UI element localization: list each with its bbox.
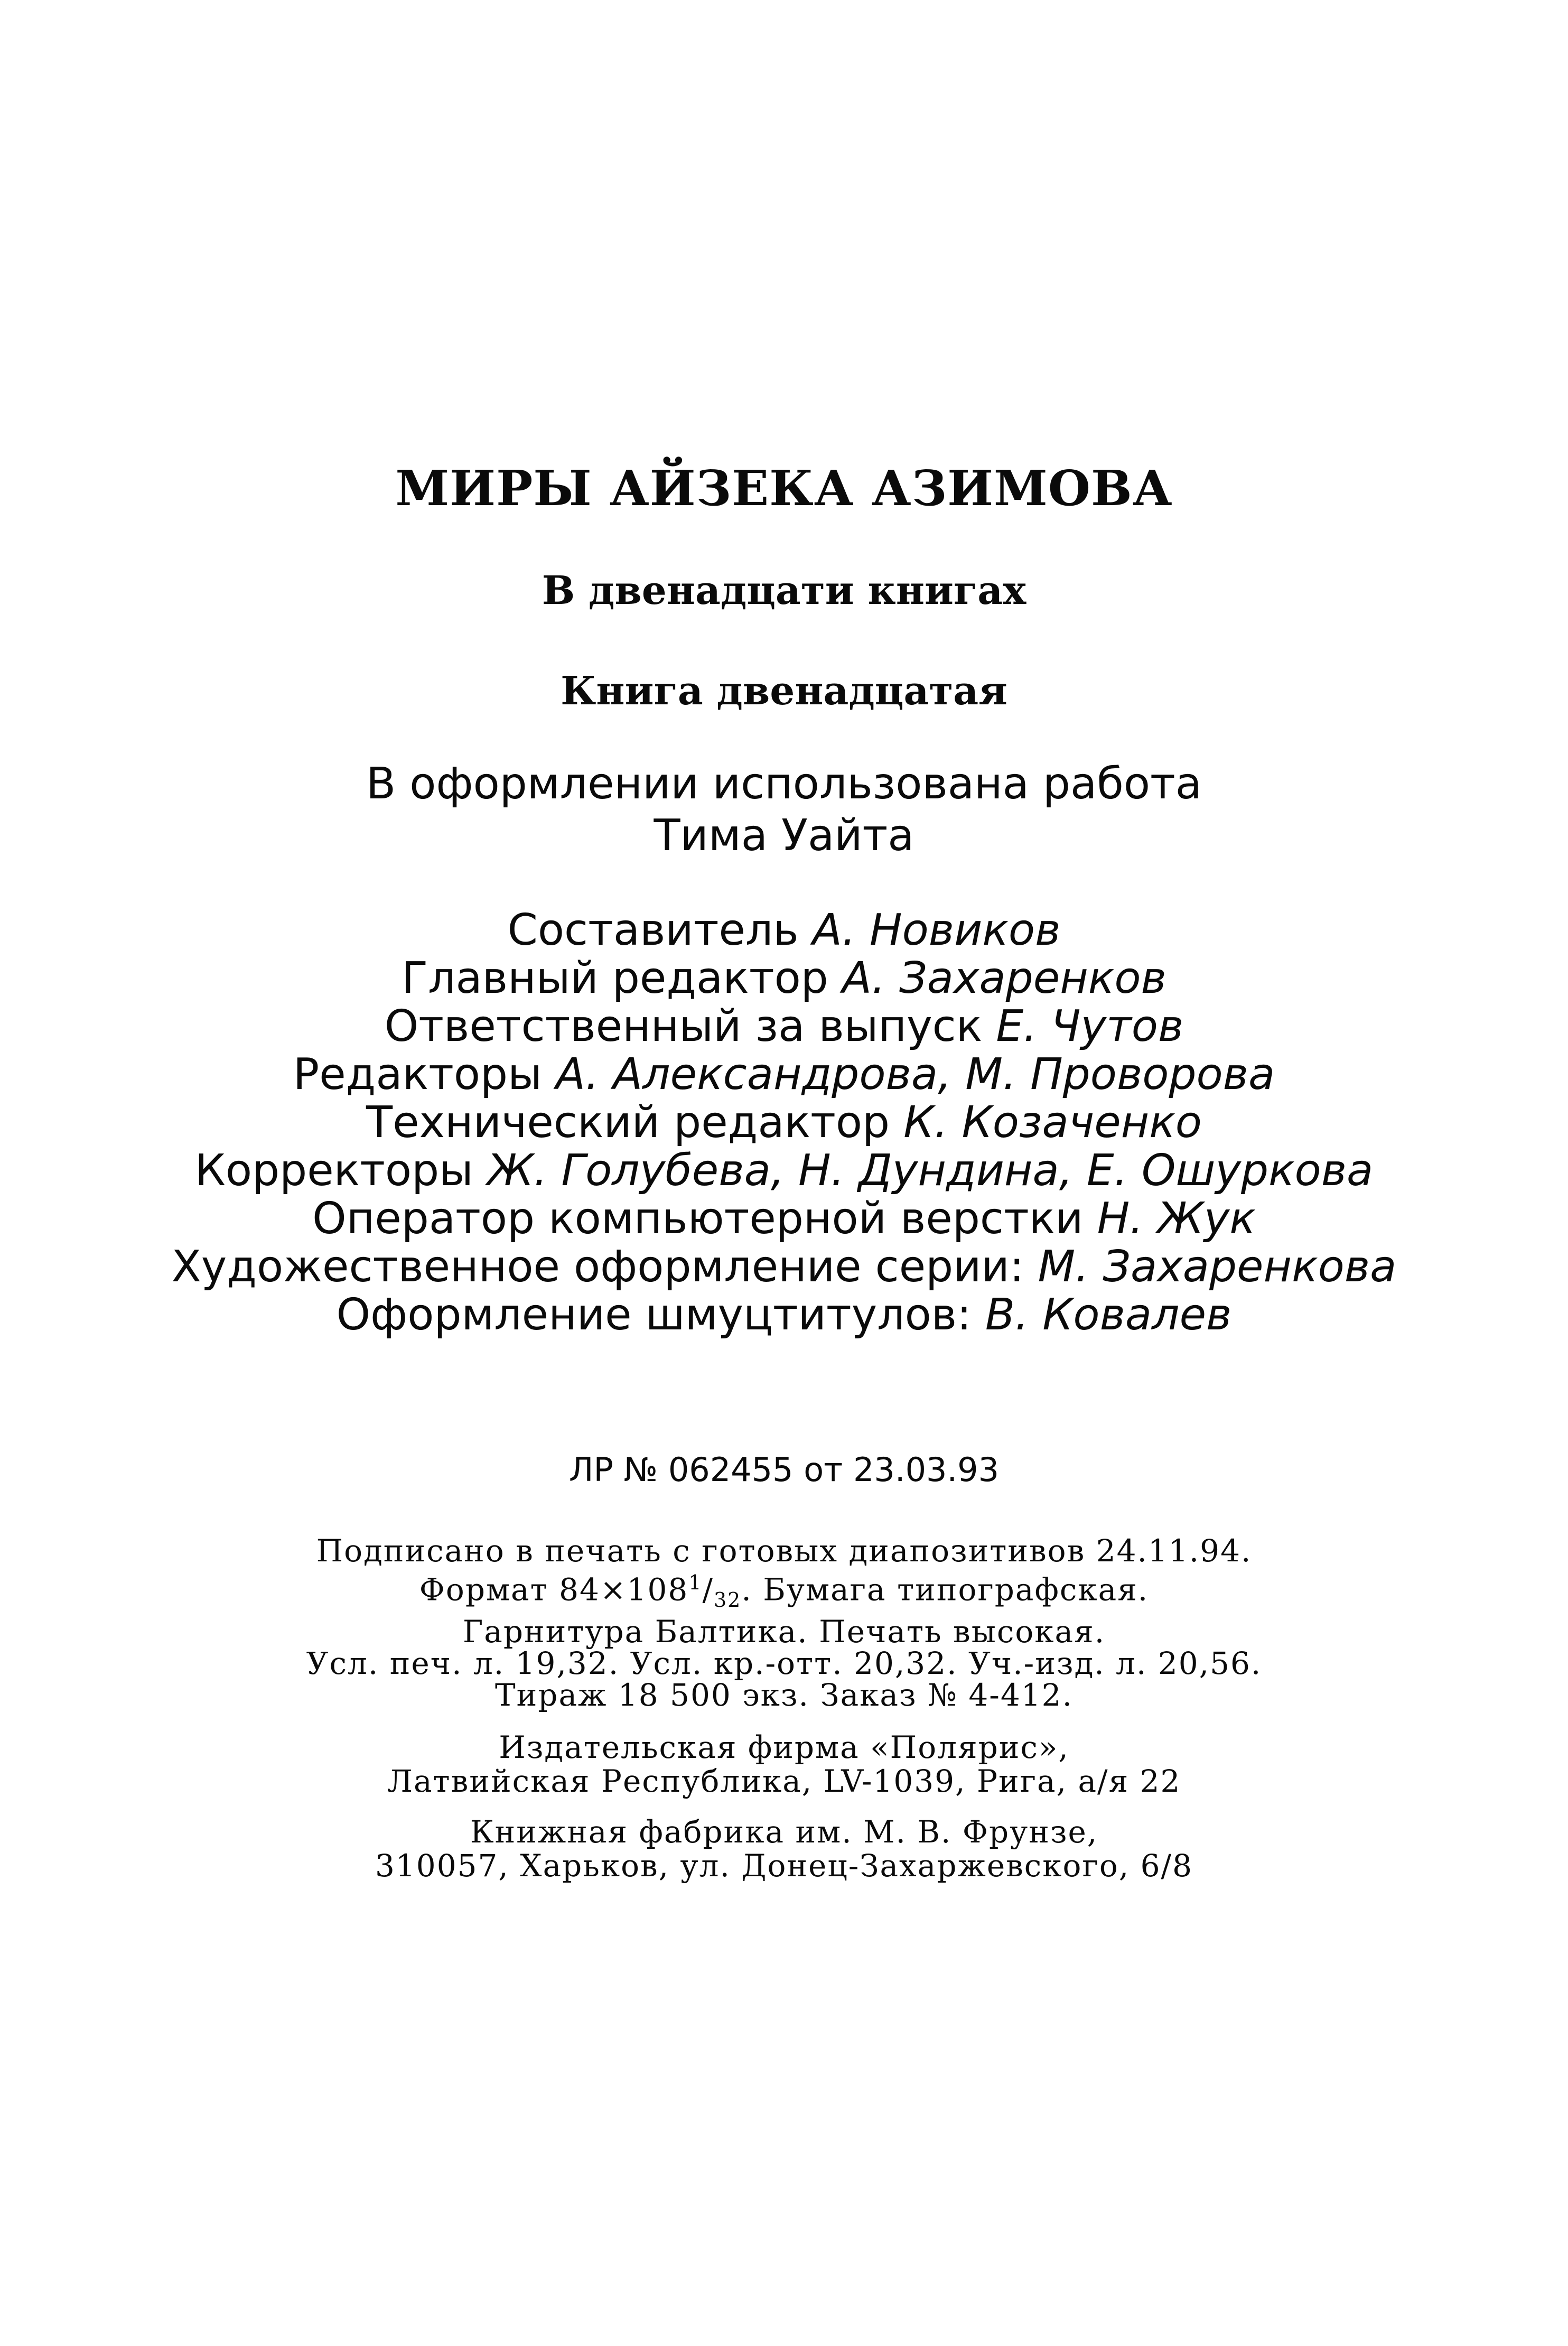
print-format-line: Формат $84\times 108^1/_{32}$. Бумага типографская. — [419, 1571, 1149, 1612]
factory-line-1: Книжная фабрика им. М. В. Фрунзе, — [470, 1814, 1098, 1850]
printing-factory-info — [0, 1815, 1568, 1883]
credit-role: Составитель — [507, 905, 813, 955]
credit-line — [0, 954, 1568, 1002]
credit-line — [0, 1147, 1568, 1195]
credit-role: Редакторы — [293, 1049, 556, 1100]
credit-line — [0, 1098, 1568, 1147]
book-number: Книга двенадцатая — [561, 668, 1007, 714]
license-number: ЛР № 062455 от 23.03.93 — [568, 1450, 1000, 1489]
design-line-1: В оформлении использована работа — [366, 759, 1202, 809]
credit-names: А. Александрова, М. Проворова — [555, 1049, 1275, 1100]
print-font-line: Гарнитура Балтика. Печать высокая. — [462, 1613, 1106, 1650]
credit-line — [0, 1050, 1568, 1098]
cover-design-note — [0, 758, 1568, 862]
credit-names: К. Козаченко — [903, 1097, 1202, 1148]
credit-line — [0, 1002, 1568, 1050]
credit-names: Ж. Голубева, Н. Дундина, Е. Ошуркова — [487, 1146, 1374, 1196]
design-line-2: Тима Уайта — [654, 811, 914, 861]
credit-line — [0, 1291, 1568, 1339]
publisher-line-1: Издательская фирма «Полярис», — [499, 1729, 1069, 1765]
format-suffix: . Бумага типографская. — [741, 1571, 1149, 1608]
factory-line-2: 310057, Харьков, ул. Донец-Захаржевского, 6/8 — [375, 1848, 1193, 1884]
credit-line — [0, 1243, 1568, 1291]
publisher-line-2: Латвийская Республика, LV-1039, Рига, а/я 22 — [387, 1763, 1181, 1799]
credit-role: Художественное оформление серии: — [171, 1242, 1038, 1292]
credit-line — [0, 906, 1568, 954]
credit-names: А. Новиков — [812, 905, 1061, 955]
credit-role: Ответственный за выпуск — [384, 1001, 996, 1051]
print-run-line: Тираж 18 500 экз. Заказ № 4-412. — [494, 1677, 1074, 1713]
format-superscript: 1 — [688, 1571, 703, 1594]
credit-role: Корректоры — [194, 1146, 487, 1196]
format-prefix: Формат 84×108 — [419, 1571, 689, 1608]
series-title: МИРЫ АЙЗЕКА АЗИМОВА — [395, 460, 1173, 517]
credits-list — [0, 906, 1568, 1339]
print-info — [0, 1535, 1568, 1711]
print-signed-line: Подписано в печать с готовых диапозитивов 24.11.94. — [316, 1533, 1252, 1569]
series-subtitle: В двенадцати книгах — [542, 568, 1026, 613]
credit-role: Оператор компьютерной верстки — [312, 1194, 1097, 1244]
credit-role: Оформление шмуцтитулов: — [336, 1290, 985, 1340]
credit-names: Н. Жук — [1097, 1194, 1256, 1244]
credit-names: В. Ковалев — [985, 1290, 1232, 1340]
print-sheets-line: Усл. печ. л. 19,32. Усл. кр.-отт. 20,32. Уч.-изд. л. 20,56. — [306, 1645, 1262, 1681]
credit-line — [0, 1195, 1568, 1243]
publisher-info — [0, 1730, 1568, 1798]
format-subscript: 32 — [714, 1588, 742, 1612]
credit-names: М. Захаренкова — [1038, 1242, 1397, 1292]
credit-names: Е. Чутов — [996, 1001, 1184, 1051]
credit-role: Главный редактор — [402, 953, 842, 1003]
credit-role: Технический редактор — [366, 1097, 904, 1148]
credit-names: А. Захаренков — [842, 953, 1166, 1003]
